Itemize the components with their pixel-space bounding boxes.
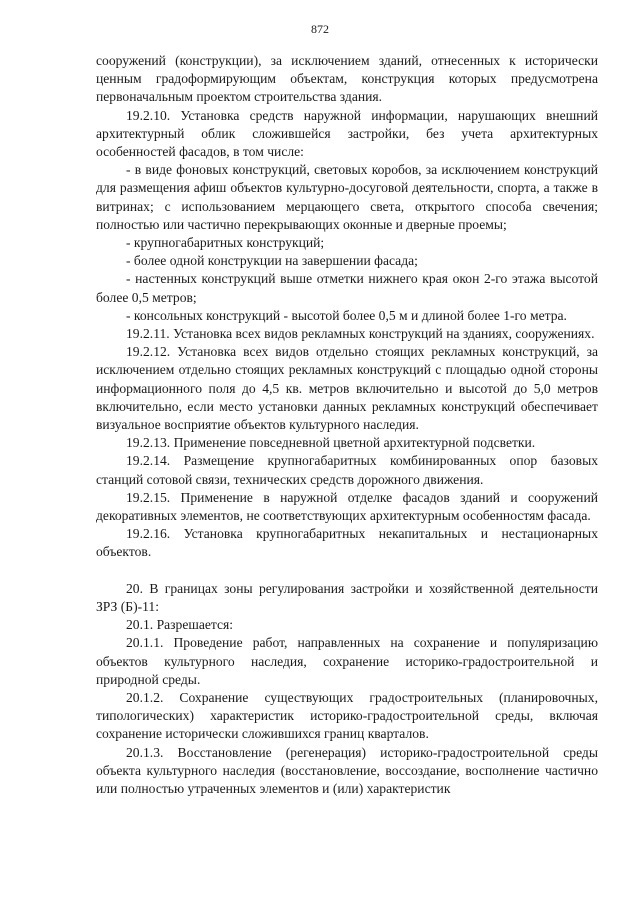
paragraph: 20.1.1. Проведение работ, направленных на сохранение и популяризацию объектов культурного наследия, сохранение историко-градостроительной и природной среды. xyxy=(96,635,598,687)
page-number: 872 xyxy=(311,22,329,36)
document-body xyxy=(96,52,598,798)
paragraph: 19.2.14. Размещение крупногабаритных комбинированных опор базовых станций сотовой связи, технических средств дорожного движения. xyxy=(96,453,598,487)
paragraph: - в виде фоновых конструкций, световых коробов, за исключением конструкций для размещения афиш объектов культурно-досуговой деятельности, спорта, а также в витринах; с использованием мерцающего света, открытого способа свечения; полностью или частично перекрывающих оконные и дверные проемы; xyxy=(96,162,598,232)
paragraph: 19.2.11. Установка всех видов рекламных конструкций на зданиях, сооружениях. xyxy=(126,326,595,342)
paragraph: - крупногабаритных конструкций; xyxy=(126,235,325,251)
paragraph: 19.2.12. Установка всех видов отдельно стоящих рекламных конструкций, за исключением отдельно стоящих рекламных конструкций с площадью одной стороны информационного поля до 4,5 кв. метров включительно и высотой до 5,0 метров включительно, если место установки данных рекламных конструкций обеспечивает визуальное восприятие объектов культурного наследия. xyxy=(96,344,598,433)
paragraph: 20.1. Разрешается: xyxy=(126,617,234,633)
paragraph: 20.1.2. Сохранение существующих градостроительных (планировочных, типологических) характеристик историко-градостроительной среды, включая сохранение исторически сложившихся границ кварталов. xyxy=(96,689,598,742)
paragraph: 19.2.13. Применение повседневной цветной архитектурной подсветки. xyxy=(126,435,536,451)
paragraph: 20. В границах зоны регулирования застройки и хозяйственной деятельности ЗРЗ (Б)-11: xyxy=(96,580,598,614)
paragraph: 19.2.16. Установка крупногабаритных некапитальных и нестационарных объектов. xyxy=(96,526,598,560)
paragraph: 19.2.10. Установка средств наружной информации, нарушающих внешний архитектурный облик сложившейся застройки, без учета архитектурных особенностей фасадов, в том числе: xyxy=(96,107,598,160)
paragraph: 19.2.15. Применение в наружной отделке фасадов зданий и сооружений декоративных элементов, не соответствующих архитектурным особенностям фасада. xyxy=(96,489,598,524)
paragraph: сооружений (конструкции), за исключением зданий, отнесенных к исторически ценным градоформирующим объектам, конструкция которых предусмотрена первоначальным проектом строительства здания. xyxy=(96,53,598,105)
paragraph: - консольных конструкций - высотой более 0,5 м и длиной более 1-го метра. xyxy=(126,307,567,323)
paragraph: - более одной конструкции на завершении фасада; xyxy=(126,253,418,269)
paragraph: - настенных конструкций выше отметки нижнего края окон 2-го этажа высотой более 0,5 метров; xyxy=(96,271,598,305)
paragraph: 20.1.3. Восстановление (регенерация) историко-градостроительной среды объекта культурного наследия (восстановление, воссоздание, восполнение частично или полностью утраченных элементов и (или) характеристик xyxy=(96,744,598,796)
